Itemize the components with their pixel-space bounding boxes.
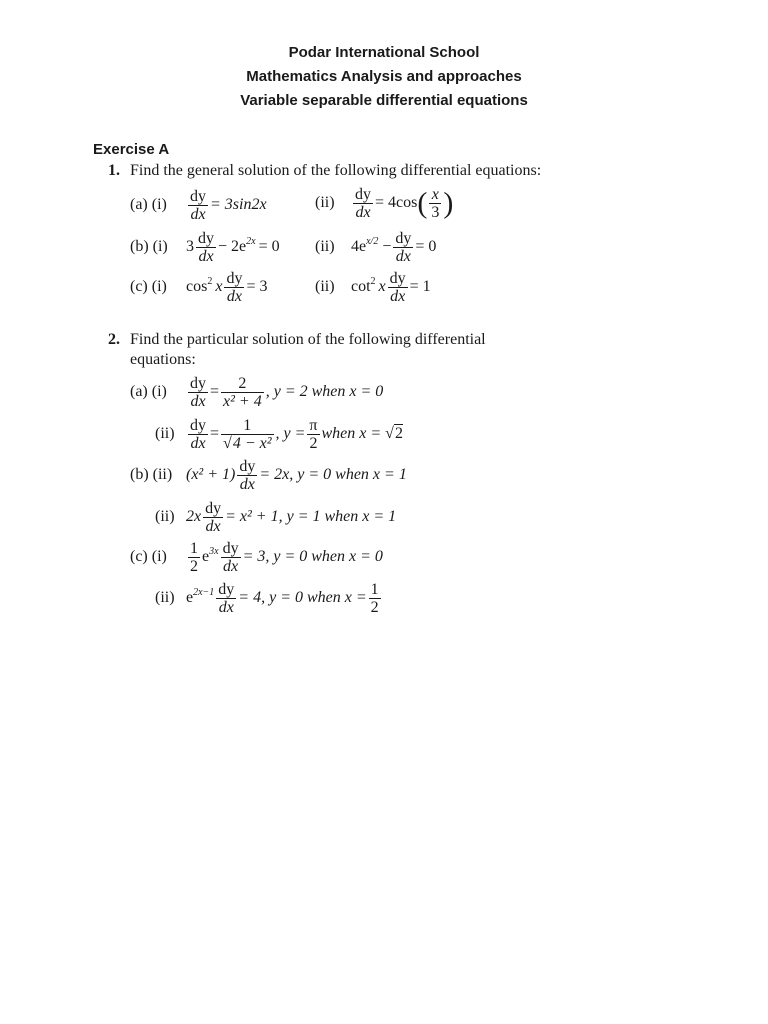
term: 4e xyxy=(351,238,367,256)
condition: = 4, y = 0 when x = xyxy=(238,589,367,607)
exponent: 2x−1 xyxy=(193,587,215,599)
term: e xyxy=(186,589,194,607)
label: (ii) xyxy=(315,194,335,212)
q2-text-line2: equations: xyxy=(130,351,196,368)
equals: = 0 xyxy=(415,238,437,256)
label: (a) (i) xyxy=(130,196,167,214)
derivative: $\frac{dy}{dx}$ xyxy=(222,540,239,575)
label: (c) (i) xyxy=(130,278,167,296)
condition: = x² + 1, y = 1 when x = 1 xyxy=(225,508,397,526)
equals: = 1 xyxy=(409,278,431,296)
equals: = 3 xyxy=(246,278,268,296)
condition: , y = 2 when x = 0 xyxy=(265,383,384,401)
label: (c) (i) xyxy=(130,548,167,566)
pi-over-2: $\frac{\pi}{2}$ xyxy=(309,417,318,452)
term: (x² + 1) xyxy=(186,466,236,484)
term: 2x xyxy=(186,508,202,526)
label: (b) (ii) xyxy=(130,466,173,484)
equals: = 0 xyxy=(258,238,280,256)
q1-number: 1. xyxy=(108,162,120,179)
derivative: $\frac{dy}{dx}$ xyxy=(205,500,222,535)
derivative: $\frac{dy}{dx}$ xyxy=(395,230,412,265)
fraction: $\frac{1}{\text{√4 − x²}}$ xyxy=(223,417,272,452)
fraction: $\frac{2}{\text{x² + 4}}$ xyxy=(223,375,262,410)
exponent: 3x xyxy=(209,546,219,558)
q2-text-line1: Find the particular solution of the following differential xyxy=(130,331,486,348)
derivative: $\frac{dy}{dx}$ xyxy=(239,458,256,493)
var: x xyxy=(378,278,386,296)
derivative: $\frac{dy}{dx}$ xyxy=(190,417,206,452)
sqrt-2: 2 xyxy=(394,425,403,443)
term: cot xyxy=(351,278,371,296)
label: (ii) xyxy=(315,238,335,256)
q2-b-ii xyxy=(130,458,407,493)
q2-number: 2. xyxy=(108,331,120,348)
derivative: $\frac{dy}{dx}$ xyxy=(190,375,206,410)
exponent: 2 xyxy=(370,276,376,288)
rhs: = 4cos xyxy=(375,194,418,212)
condition: = 3, y = 0 when x = 0 xyxy=(242,548,383,566)
condition: when x = xyxy=(321,425,382,443)
section-heading: Exercise A xyxy=(93,141,170,158)
label: (b) (i) xyxy=(130,238,168,256)
q1-text: Find the general solution of the following differential equations: xyxy=(130,162,542,179)
q2-b-ii-second xyxy=(155,500,396,535)
school-name: Podar International School xyxy=(288,44,480,61)
half: $\frac{1}{2}$ xyxy=(190,540,198,575)
q2-prompt xyxy=(108,331,486,349)
derivative: $\frac{dy}{dx}$ xyxy=(190,188,206,223)
derivative: $\frac{dy}{dx}$ xyxy=(226,270,243,305)
rhs: = 3sin2x xyxy=(210,196,267,214)
condition: , y = xyxy=(275,425,306,443)
label: (ii) xyxy=(315,278,335,296)
var: x xyxy=(215,278,223,296)
course-title: Mathematics Analysis and approaches xyxy=(246,68,522,85)
q1-c-ii xyxy=(315,270,431,305)
term: cos xyxy=(186,278,208,296)
q1-a-i xyxy=(130,188,267,223)
derivative: $\frac{dy}{dx}$ xyxy=(355,186,371,221)
label: (ii) xyxy=(155,508,175,526)
exponent: 2x xyxy=(246,236,256,248)
derivative: $\frac{dy}{dx}$ xyxy=(389,270,406,305)
exponent: x/2 xyxy=(366,236,379,248)
half: $\frac{1}{2}$ xyxy=(370,581,379,616)
label: (ii) xyxy=(155,589,175,607)
fraction: $\frac{x}{3}$ xyxy=(431,186,440,221)
label: (a) (i) xyxy=(130,383,167,401)
condition: = 2x, y = 0 when x = 1 xyxy=(259,466,407,484)
q2-a-i: (a) (i) $\frac{dy}{dx}$ = $\frac{2}{\text{x² + 4}}$ , y = 2 when x = 0 xyxy=(130,375,384,410)
exponent: 2 xyxy=(207,276,213,288)
derivative: $\frac{dy}{dx}$ xyxy=(198,230,214,265)
q1-b-ii xyxy=(315,230,436,265)
q2-c-i xyxy=(130,540,383,575)
derivative: $\frac{dy}{dx}$ xyxy=(218,581,235,616)
q1-b-i xyxy=(130,230,280,265)
q1-prompt xyxy=(108,162,541,180)
term: e xyxy=(202,548,210,566)
q1-c-i xyxy=(130,270,267,305)
coefficient: 3 xyxy=(186,238,194,256)
q2-c-ii xyxy=(155,581,383,616)
minus: − xyxy=(382,238,392,256)
topic-title: Variable separable differential equations xyxy=(240,92,528,109)
term: − 2e xyxy=(218,238,247,256)
q1-a-ii: (ii) $\frac{dy}{dx}$ = 4cos( $\frac{x}{3}$ ) xyxy=(315,186,454,221)
q2-a-ii: (ii) $\frac{dy}{dx}$ = $\frac{1}{\text{√4 − x²}}$ , y = $\frac{\pi}{2}$ when x = √2 xyxy=(155,417,403,452)
label: (ii) xyxy=(155,425,175,443)
